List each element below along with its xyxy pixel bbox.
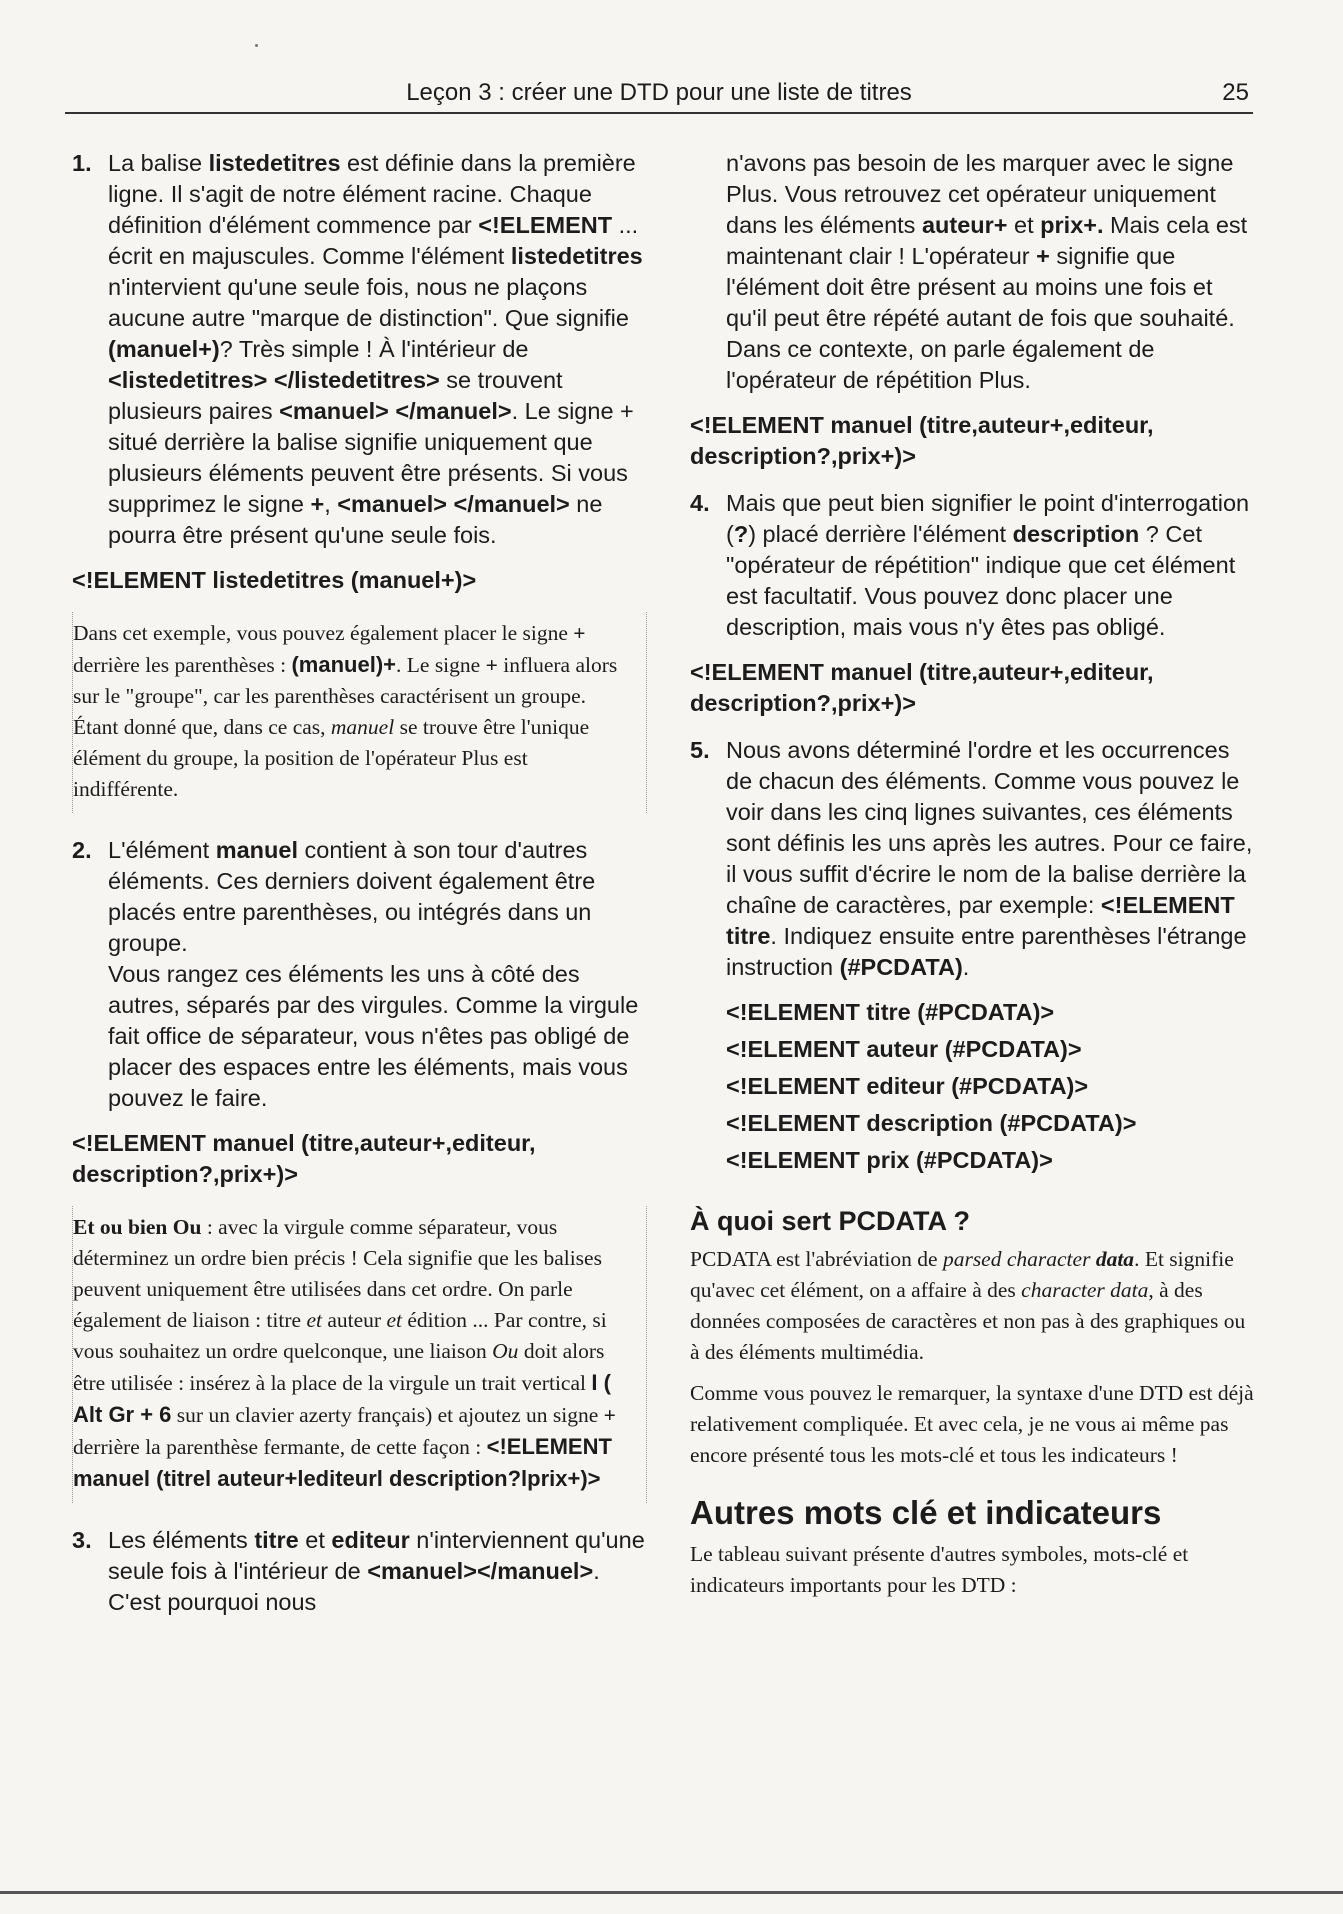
bold-text: <manuel></manuel> <box>367 1558 594 1584</box>
text: doit alors être utilisée : insérez à la place de la virgule un trait vertical <box>73 1339 605 1395</box>
text: derrière les parenthèses : <box>73 653 292 677</box>
list-item-3 <box>72 1525 647 1618</box>
text: n'interviennent qu'une seule fois à l'intérieur de <box>108 1527 645 1584</box>
text: . <box>962 954 970 980</box>
text: se trouve être l'unique élément du groupe, la position de l'opérateur Plus est indifférente. <box>73 715 590 801</box>
bold-text: description <box>1012 521 1140 547</box>
text: : avec la virgule comme séparateur, vous déterminez un ordre bien précis ! Cela signifie que les balises peuvent uniquement être utilisées dans cet ordre. On parle également de liaison : titre <box>73 1215 602 1332</box>
text: ne pourra être présent qu'une seule fois. <box>108 491 603 548</box>
code-line: <!ELEMENT manuel (titre,auteur+,editeur, description?,prix+)> <box>690 412 1154 469</box>
list-item-3-continued <box>690 148 1256 396</box>
text: signifie que l'élément doit être présent au moins une fois et qu'il peut être répété autant de fois que souhaité. Dans ce contexte, on parle également de l'opérateur de répétition Plus. <box>726 243 1235 393</box>
text: auteur <box>321 1308 387 1332</box>
code-line: <!ELEMENT titre (#PCDATA)> <box>726 999 1055 1025</box>
bold-text: auteur+ <box>921 212 1008 238</box>
text: Nous avons déterminé l'ordre et les occurrences de chacun des éléments. Comme vous pouvez le voir dans les cinq lignes suivantes, ces éléments sont définis les uns après les autres. Pour ce faire, il vous suffit d'écrire le nom de la balise derrière la chaîne de caractères, par exemple: <box>726 737 1253 918</box>
code-line: <!ELEMENT editeur (#PCDATA)> <box>726 1073 1089 1099</box>
page-number: 25 <box>1222 79 1249 106</box>
code-inline: <!ELEMENT manuel (titrel auteur+lediteurl description?lprix+)> <box>73 1434 612 1491</box>
italic-text: Ou <box>492 1339 519 1363</box>
text: Dans cet exemple, vous pouvez également placer le signe <box>73 621 574 645</box>
code-line: <!ELEMENT auteur (#PCDATA)> <box>726 1036 1082 1062</box>
bold-text: listedetitres <box>208 150 341 176</box>
code-inline: I ( Alt Gr + 6 <box>73 1370 611 1427</box>
text: ? Très simple ! À l'intérieur de <box>219 336 529 362</box>
bold-text: + <box>573 621 586 645</box>
code-line: <!ELEMENT manuel (titre,auteur+,editeur, description?,prix+)> <box>72 1130 536 1187</box>
code-block <box>690 997 1256 1176</box>
italic-text: manuel <box>330 715 395 739</box>
bold-text: <manuel> </manuel> <box>337 491 570 517</box>
text: ... écrit en majuscules. Comme l'élément <box>108 212 639 269</box>
text: . C'est pourquoi nous <box>108 1558 600 1615</box>
scan-speck <box>255 44 258 47</box>
text: Les éléments <box>108 1527 255 1553</box>
bold-text: + <box>603 1403 616 1427</box>
text: ) placé derrière l'élément <box>748 521 1013 547</box>
bold-text: + <box>485 653 498 677</box>
text: et <box>298 1527 332 1553</box>
text: . Et signifie qu'avec cet élément, on a affaire à des <box>690 1247 1234 1302</box>
bold-text: Et ou bien Ou <box>73 1215 202 1239</box>
bold-italic-text: data <box>1095 1247 1135 1271</box>
text: n'intervient qu'une seule fois, nous ne plaçons aucune autre "marque de distinction". Que signifie <box>108 274 629 331</box>
text: L'élément <box>108 837 216 863</box>
bold-text: (manuel+) <box>108 336 220 362</box>
list-item-4 <box>690 488 1256 643</box>
running-header <box>65 78 1253 114</box>
section-heading-pcdata: À quoi sert PCDATA ? <box>690 1206 970 1236</box>
text: édition ... Par contre, si vous souhaitez un ordre quelconque, une liaison <box>73 1308 607 1363</box>
text: . Le signe + situé derrière la balise signifie uniquement que plusieurs éléments peuvent être présents. Si vous supprimez le signe <box>108 398 634 517</box>
text: est définie dans la première ligne. Il s'agit de notre élément racine. Chaque définition d'élément commence par <box>108 150 636 238</box>
item-number: 3. <box>72 1527 92 1553</box>
italic-text: et <box>306 1308 322 1332</box>
bold-text: + <box>1036 243 1050 269</box>
bold-text: prix+. <box>1040 212 1104 238</box>
bold-text: <!ELEMENT <box>478 212 613 238</box>
header-title: Leçon 3 : créer une DTD pour une liste de titres <box>406 79 912 106</box>
text: Mais que peut bien signifier le point d'interrogation ( <box>726 490 1250 547</box>
bold-text: <listedetitres> </listedetitres> <box>108 367 440 393</box>
text: influera alors sur le "groupe", car les parenthèses caractérisent un groupe. Étant donné que, dans ce cas, <box>73 653 618 739</box>
text: sur un clavier azerty français) et ajoutez un signe <box>171 1403 604 1427</box>
bold-text: <!ELEMENT titre <box>726 892 1235 949</box>
code-line: <!ELEMENT prix (#PCDATA)> <box>726 1147 1053 1173</box>
paragraph: Comme vous pouvez le remarquer, la syntaxe d'une DTD est déjà relativement compliquée. Et avec cela, je ne vous ai même pas encore présenté tous les mots-clé et tous les indicateurs ! <box>690 1381 1254 1467</box>
text: La balise <box>108 150 209 176</box>
section-heading-autres: Autres mots clé et indicateurs <box>690 1494 1162 1531</box>
bold-text: <manuel> </manuel> <box>279 398 512 424</box>
italic-text: et <box>386 1308 402 1332</box>
right-column <box>690 148 1256 1611</box>
list-item-1 <box>72 148 647 551</box>
note-box <box>72 1206 647 1503</box>
bold-text: listedetitres <box>510 243 643 269</box>
note-box <box>72 612 647 813</box>
item-number: 1. <box>72 150 92 176</box>
text: derrière la parenthèse fermante, de cette façon : <box>73 1435 487 1459</box>
text: ? Cet "opérateur de répétition" indique que cet élément est facultatif. Vous pouvez donc placer une description, mais vous n'y êtes pas obligé. <box>726 521 1236 640</box>
code-line: <!ELEMENT description (#PCDATA)> <box>726 1110 1137 1136</box>
item-number: 4. <box>690 490 710 516</box>
text: . Indiquez ensuite entre parenthèses l'étrange instruction <box>726 923 1247 980</box>
bold-text: + <box>310 491 325 517</box>
item-number: 2. <box>72 837 92 863</box>
paragraph: Vous rangez ces éléments les uns à côté des autres, séparés par des virgules. Comme la virgule fait office de séparateur, vous n'êtes pas obligé de placer des espaces entre les éléments, mais vous pouvez le faire. <box>108 961 639 1111</box>
text: Mais cela est maintenant clair ! L'opérateur <box>726 212 1248 269</box>
text: et <box>1007 212 1041 238</box>
code-line: <!ELEMENT manuel (titre,auteur+,editeur, description?,prix+)> <box>690 659 1154 716</box>
bold-text: manuel <box>215 837 298 863</box>
paragraph: Le tableau suivant présente d'autres symboles, mots-clé et indicateurs importants pour les DTD : <box>690 1542 1189 1597</box>
list-item-5 <box>690 735 1256 983</box>
text: contient à son tour d'autres éléments. Ces derniers doivent également être placés entre parenthèses, ou intégrés dans un groupe. <box>108 837 596 956</box>
italic-text: character data <box>1021 1278 1149 1302</box>
text: PCDATA est l'abréviation de <box>690 1247 943 1271</box>
text: , <box>324 491 338 517</box>
bold-text: (#PCDATA) <box>839 954 963 980</box>
paragraph <box>690 1244 1256 1368</box>
text: n'avons pas besoin de les marquer avec le signe Plus. Vous retrouvez cet opérateur uniquement dans les éléments <box>726 150 1234 238</box>
italic-text: parsed character <box>942 1247 1096 1271</box>
text: , à des données composées de caractères et non pas à des graphiques ou à des éléments multimédia. <box>690 1278 1246 1364</box>
bottom-edge-rule <box>0 1891 1343 1894</box>
left-column <box>72 148 647 1632</box>
code-inline: (manuel)+ <box>291 652 397 677</box>
code-line: <!ELEMENT listedetitres (manuel+)> <box>72 567 477 593</box>
bold-text: ? <box>733 521 749 547</box>
bold-text: editeur <box>331 1527 410 1553</box>
list-item-2 <box>72 835 647 1114</box>
bold-text: titre <box>254 1527 299 1553</box>
text: se trouvent plusieurs paires <box>108 367 563 424</box>
item-number: 5. <box>690 737 710 763</box>
text: . Le signe <box>396 653 486 677</box>
